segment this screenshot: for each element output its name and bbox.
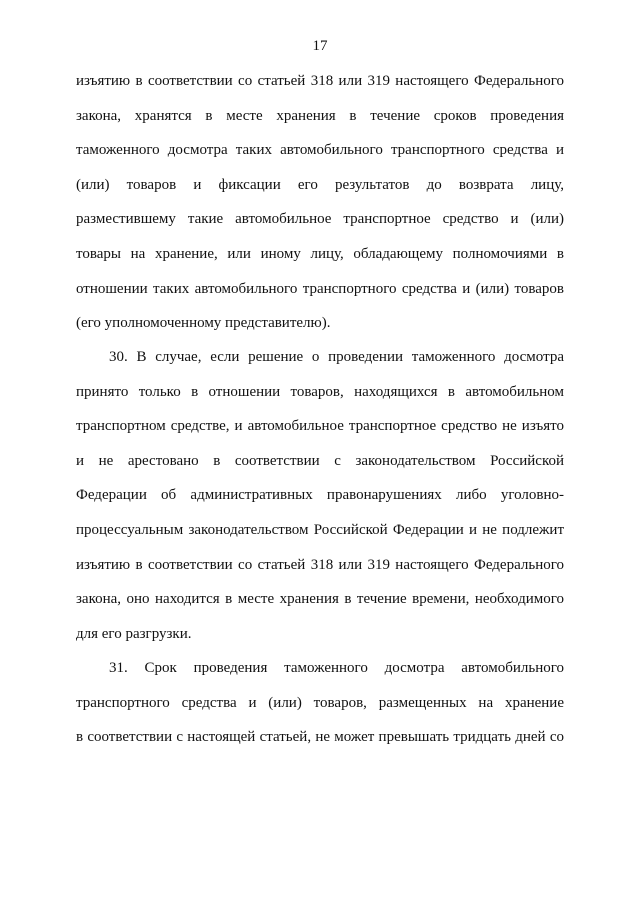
text-line: товары на хранение, или иному лицу, обладающему полномочиями в bbox=[76, 245, 564, 262]
text-line: принято только в отношении товаров, находящихся в автомобильном bbox=[76, 383, 564, 400]
paragraph-continuation bbox=[76, 71, 564, 348]
text-line: таможенного досмотра таких автомобильного транспортного средства и bbox=[76, 142, 564, 159]
text-line: транспортном средстве, и автомобильное транспортное средство не изъято bbox=[76, 418, 564, 435]
text-line: отношении таких автомобильного транспортного средства и (или) товаров bbox=[76, 280, 564, 297]
page-number: 17 bbox=[312, 38, 328, 54]
text-line: (его уполномоченному представителю). bbox=[76, 315, 331, 332]
text-line: изъятию в соответствии со статьей 318 или 319 настоящего Федерального bbox=[76, 73, 564, 89]
text-line: и не арестовано в соответствии с законодательством Российской bbox=[76, 452, 564, 469]
text-line: закона, оно находится в месте хранения в течение времени, необходимого bbox=[76, 591, 564, 608]
text-line: разместившему такие автомобильное транспортное средство и (или) bbox=[76, 211, 564, 228]
paragraph-31 bbox=[76, 658, 564, 762]
text-line: для его разгрузки. bbox=[76, 625, 192, 642]
text-line: (или) товаров и фиксации его результатов до возврата лицу, bbox=[76, 176, 564, 193]
text-line: закона, хранятся в месте хранения в течение сроков проведения bbox=[76, 107, 564, 124]
text-line: транспортного средства и (или) товаров, размещенных на хранение bbox=[76, 694, 564, 711]
text-line: в соответствии с настоящей статьей, не может превышать тридцать дней со bbox=[76, 729, 564, 746]
text-line: 31. Срок проведения таможенного досмотра автомобильного bbox=[109, 660, 564, 676]
text-line: изъятию в соответствии со статьей 318 или 319 настоящего Федерального bbox=[76, 556, 564, 573]
text-line: 30. В случае, если решение о проведении таможенного досмотра bbox=[109, 349, 564, 365]
text-line: Федерации об административных правонарушениях либо уголовно- bbox=[76, 487, 564, 504]
paragraph-30 bbox=[76, 347, 564, 658]
text-line: процессуальным законодательством Российской Федерации и не подлежит bbox=[76, 521, 564, 538]
